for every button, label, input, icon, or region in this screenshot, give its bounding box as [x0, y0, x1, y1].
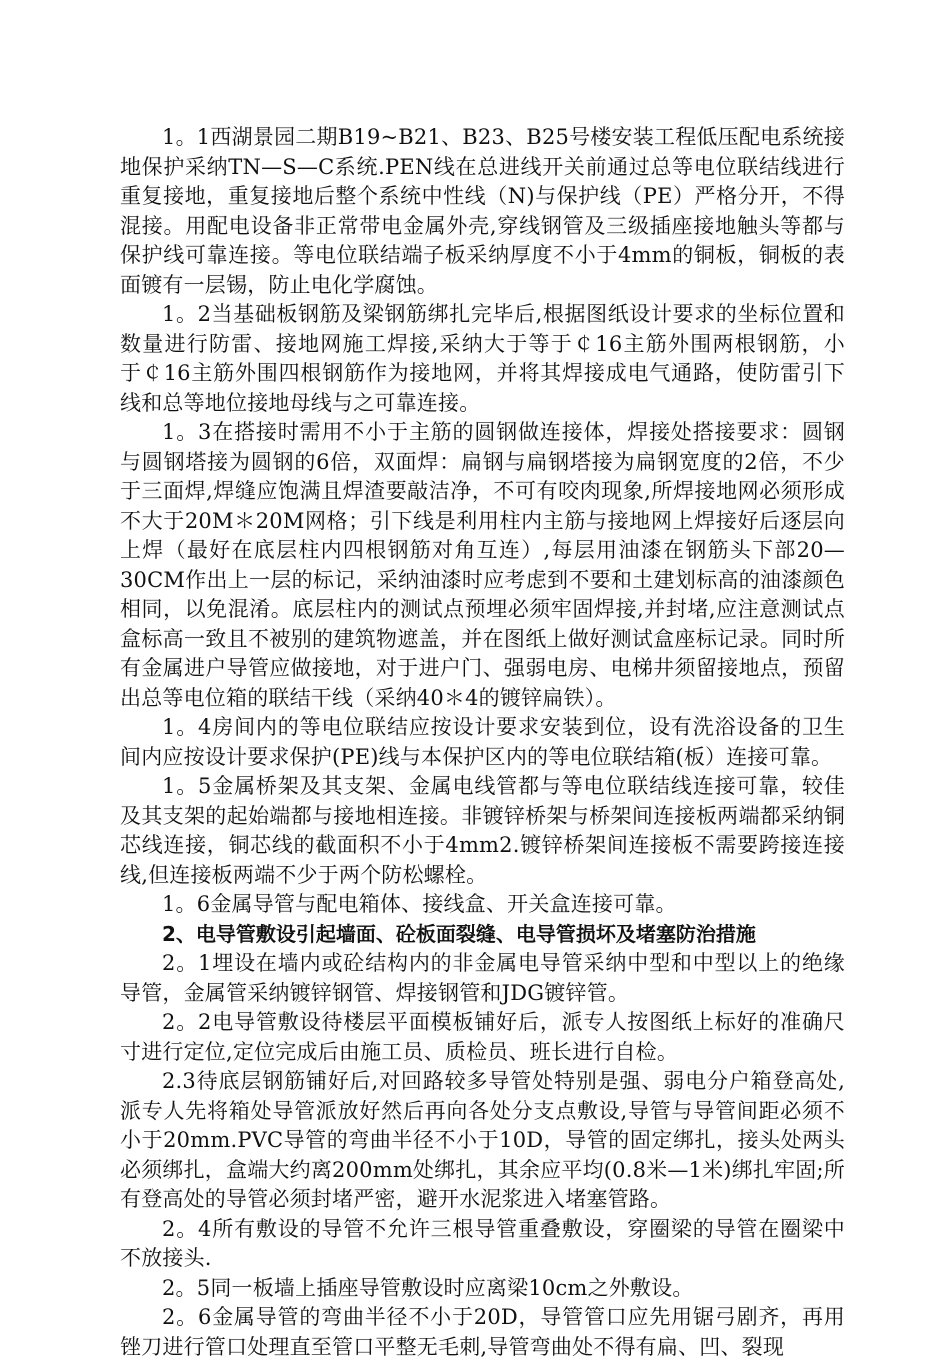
paragraph-1-5: 1。5金属桥架及其支架、金属电线管都与等电位联结线连接可靠，较佳及其支架的起始端都与接地相连接。非镀锌桥架与桥架间连接板两端都采纳铜芯线连接，铜芯线的截面积不小于4mm2.镀锌桥架间连接板不需要跨接连接线,但连接板两端不少于两个防松螺栓。 — [120, 774, 845, 887]
paragraph-2-5: 2。5同一板墙上插座导管敷设时应离梁10cm之外敷设。 — [162, 1275, 694, 1300]
paragraph-1-3: 1。3在搭接时需用不小于主筋的圆钢做连接体，焊接处搭接要求：圆钢与圆钢塔接为圆钢的6倍，双面焊：扁钢与扁钢塔接为扁钢宽度的2倍，不少于三面焊,焊缝应饱满且焊渣要敲洁净，不可有咬肉现象,所焊接地网必须形成不大于20M＊20M网格；引下线是利用柱内主筋与接地网上焊接好后逐层向上焊（最好在底层柱内四根钢筋对角互连）,每层用油漆在钢筋头下部20—30CM作出上一层的标记，采纳油漆时应考虑到不要和土建划标高的油漆颜色相同，以免混淆。底层柱内的测试点预埋必须牢固焊接,并封堵,应注意测试点盒标高一致且不被别的建筑物遮盖，并在图纸上做好测试盒座标记录。同时所有金属进户导管应做接地，对于进户门、强弱电房、电梯井须留接地点，预留出总等电位箱的联结干线（采纳40＊4的镀锌扁铁）。 — [120, 420, 845, 710]
paragraph-1-1: 1。1西湖景园二期B19~B21、B23、B25号楼安装工程低压配电系统接地保护采纳TN—S—C系统.PEN线在总进线开关前通过总等电位联结线进行重复接地，重复接地后整个系统中性线（N)与保护线（PE）严格分开，不得混接。用配电设备非正常带电金属外壳,穿线钢管及三级插座接地触头等都与保护线可靠连接。等电位联结端子板采纳厚度不小于4mm的铜板，铜板的表面镀有一层锡，防止电化学腐蚀。 — [120, 125, 845, 297]
paragraph-2-1: 2。1埋设在墙内或砼结构内的非金属电导管采纳中型和中型以上的绝缘导管，金属管采纳镀锌钢管、焊接钢管和JDG镀锌管。 — [120, 951, 845, 1005]
paragraph-2-6: 2。6金属导管的弯曲半径不小于20D，导管管口应先用锯弓剧齐，再用锉刀进行管口处理直至管口平整无毛刺,导管弯曲处不得有扁、凹、裂现 — [120, 1305, 845, 1359]
paragraph-2-4: 2。4所有敷设的导管不允许三根导管重叠敷设，穿圈梁的导管在圈梁中不放接头. — [120, 1216, 845, 1270]
paragraph-1-2: 1。2当基础板钢筋及梁钢筋绑扎完毕后,根据图纸设计要求的坐标位置和数量进行防雷、接地网施工焊接,采纳大于等于￠16主筋外围两根钢筋，小于￠16主筋外围四根钢筋作为接地网，并将其焊接成电气通路，使防雷引下线和总等地位接地母线与之可靠连接。 — [120, 302, 845, 415]
section-heading-2: 2、电导管敷设引起墙面、砼板面裂缝、电导管损坏及堵塞防治措施 — [162, 921, 756, 946]
document-page — [120, 123, 845, 1362]
paragraph-2-3: 2.3待底层钢筋铺好后,对回路较多导管处特别是强、弱电分户箱登高处,派专人先将箱处导管派放好然后再向各处分支点敷设,导管与导管间距必须不小于20mm.PVC导管的弯曲半径不小于10D，导管的固定绑扎，接头处两头必须绑扎，盒端大约离200mm处绑扎，其余应平均(0.8米—1米)绑扎牢固;所有登高处的导管必须封堵严密，避开水泥浆进入堵塞管路。 — [120, 1069, 845, 1211]
paragraph-2-2: 2。2电导管敷设待楼层平面模板铺好后，派专人按图纸上标好的准确尺寸进行定位,定位完成后由施工员、质检员、班长进行自检。 — [120, 1010, 845, 1064]
paragraph-1-6: 1。6金属导管与配电箱体、接线盒、开关盒连接可靠。 — [162, 892, 677, 916]
paragraph-1-4: 1。4房间内的等电位联结应按设计要求安装到位，设有洗浴设备的卫生间内应按设计要求保护(PE)线与本保护区内的等电位联结箱(板）连接可靠。 — [120, 715, 845, 769]
